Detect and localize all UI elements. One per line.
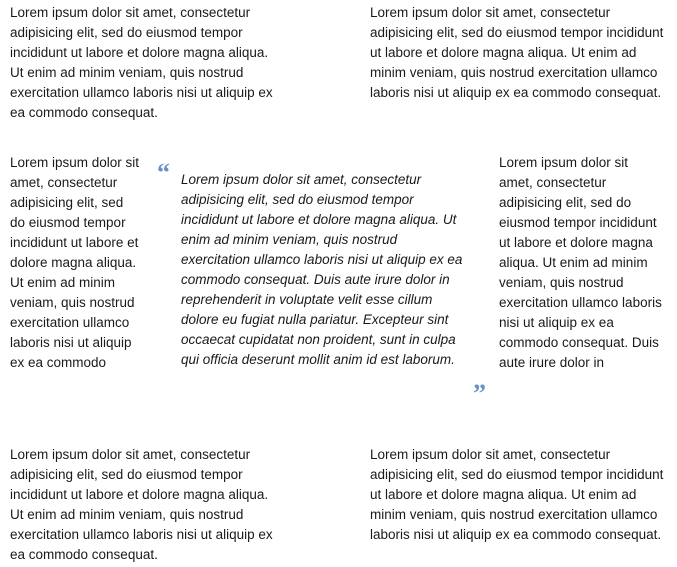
paragraph-top-right: Lorem ipsum dolor sit amet, consectetur adipisicing elit, sed do eiusmod tempor incididunt ut labore et dolore magna aliqua. Ut enim ad minim veniam, quis nostrud exercitation ullamco laboris nisi ut aliquip ex ea commodo consequat. (370, 5, 664, 100)
paragraph-middle-left: Lorem ipsum dolor sit amet, consectetur adipisicing elit, sed do eiusmod tempor incididunt ut labore et dolore magna aliqua. Ut enim ad minim veniam, quis nostrud exercitation ullamco laboris nisi ut aliquip ex ea commodo (10, 155, 140, 370)
paragraph-middle-right: Lorem ipsum dolor sit amet, consectetur adipisicing elit, sed do eiusmod tempor incididunt ut labore et dolore magna aliqua. Ut enim ad minim veniam, quis nostrud exercitation ullamco laboris nisi ut aliquip ex ea commodo consequat. Duis aute irure dolor in (499, 155, 662, 370)
open-quote-icon: “ (157, 158, 170, 187)
close-quote-icon: ” (473, 379, 486, 408)
paragraph-top-left: Lorem ipsum dolor sit amet, consectetur adipisicing elit, sed do eiusmod tempor incididunt ut labore et dolore magna aliqua. Ut enim ad minim veniam, quis nostrud exercitation ullamco laboris nisi ut aliquip ex ea commodo consequat. (10, 5, 273, 120)
paragraph-bottom-left: Lorem ipsum dolor sit amet, consectetur adipisicing elit, sed do eiusmod tempor incididunt ut labore et dolore magna aliqua. Ut enim ad minim veniam, quis nostrud exercitation ullamco laboris nisi ut aliquip ex ea commodo consequat. (10, 447, 273, 562)
paragraph-bottom-right: Lorem ipsum dolor sit amet, consectetur adipisicing elit, sed do eiusmod tempor incididunt ut labore et dolore magna aliqua. Ut enim ad minim veniam, quis nostrud exercitation ullamco laboris nisi ut aliquip ex ea commodo consequat. (370, 447, 664, 542)
pull-quote-text: Lorem ipsum dolor sit amet, consectetur adipisicing elit, sed do eiusmod tempor incididunt ut labore et dolore magna aliqua. Ut enim ad minim veniam, quis nostrud exercitation ullamco laboris nisi ut aliquip ex ea commodo consequat. Duis aute irure dolor in reprehenderit in voluptate velit esse cillum dolore eu fugiat nulla pariatur. Excepteur sint occaecat cupidatat non proident, sunt in culpa qui officia deserunt mollit anim id est laborum. (181, 172, 463, 367)
